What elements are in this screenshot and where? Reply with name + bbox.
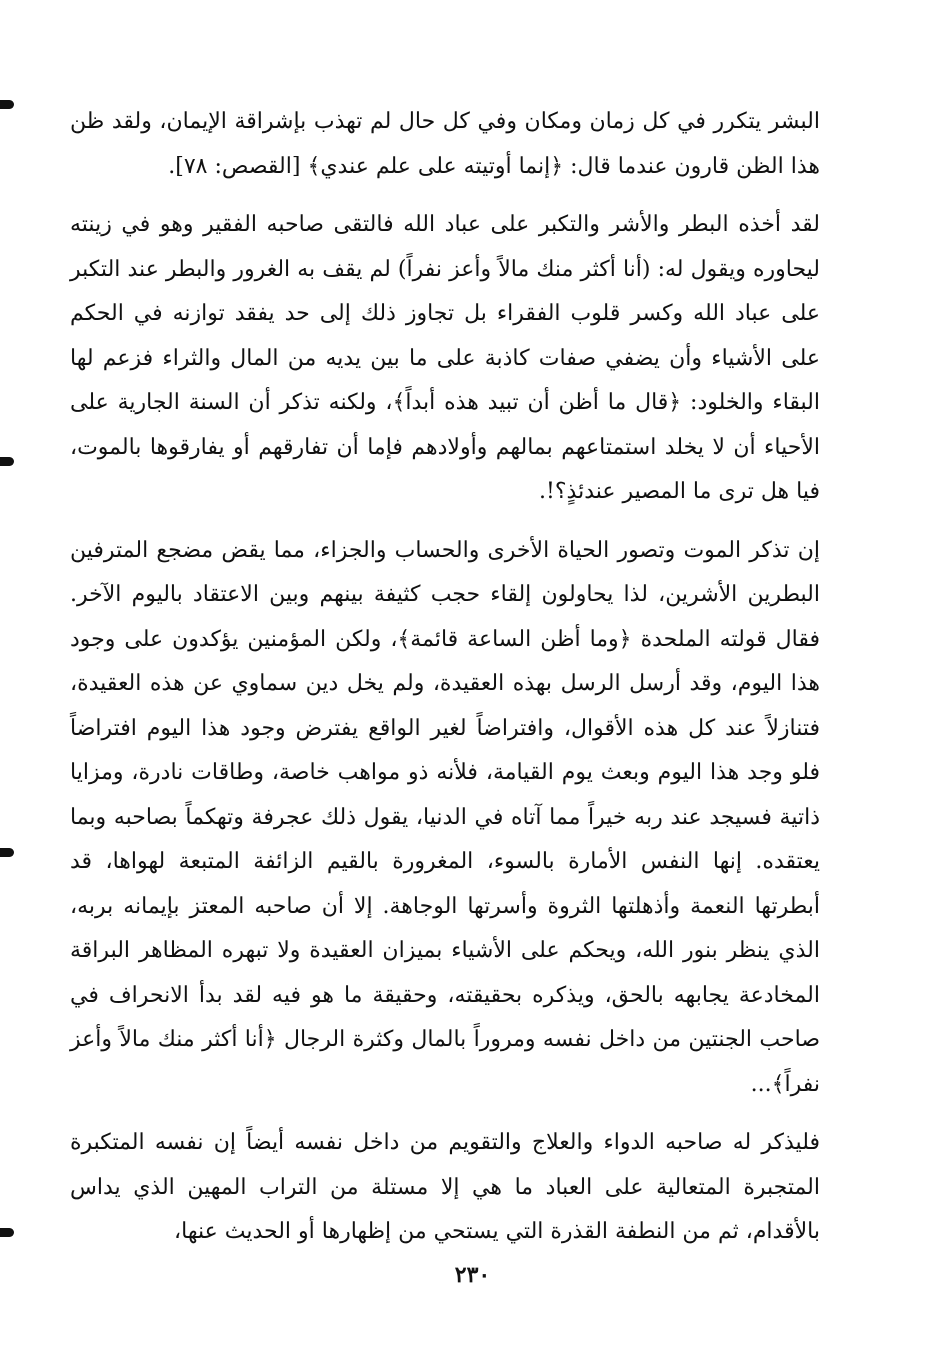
paragraph-1: البشر يتكرر في كل زمان ومكان وفي كل حال لم تهذب بإشراقة الإيمان، ولقد ظن هذا الظن قارون عندما قال: ﴿إنما أوتيته على علم عندي﴾ [القصص: ٧٨]. — [70, 109, 820, 179]
scan-edge-mark — [0, 848, 14, 857]
scan-edge-mark — [0, 100, 14, 109]
paragraph-4: فليذكر له صاحبه الدواء والعلاج والتقويم من داخل نفسه أيضاً إن نفسه المتكبرة المتجبرة المتعالية على العباد ما هي إلا مستلة من التراب المهين الذي يداس بالأقدام، ثم من النطفة القذرة التي يستحي من إظهارها أو الحديث عنها، — [70, 1130, 820, 1244]
page-number: ٢٣٠ — [454, 1262, 491, 1288]
scan-edge-mark — [0, 1228, 14, 1237]
paragraph-2: لقد أخذه البطر والأشر والتكبر على عباد الله فالتقى صاحبه الفقير وهو في زينته ليحاوره ويقول له: (أنا أكثر منك مالاً وأعز نفراً) لم يقف به الغرور والبطر عند التكبر على عباد الله وكسر قلوب الفقراء بل تجاوز ذلك إلى حد يفقد توازنه في الحكم على الأشياء وأن يضفي صفات كاذبة على ما بين يديه من المال والثراء فزعم لها البقاء والخلود: ﴿قال ما أظن أن تبيد هذه أبداً﴾، ولكنه تذكر أن السنة الجارية على الأحياء أن لا يخلد استمتاعهم بمالهم وأولادهم فإما أن تفارقهم أو يفارقوها بالموت، فيا هل ترى ما المصير عندئذٍ؟!. — [70, 212, 820, 504]
scan-edge-mark — [0, 457, 14, 466]
paragraph-3: إن تذكر الموت وتصور الحياة الأخرى والحساب والجزاء، مما يقض مضجع المترفين البطرين الأشرين، لذا يحاولون إلقاء حجب كثيفة بينهم وبين الاعتقاد باليوم الآخر. فقال قولته الملحدة ﴿وما أظن الساعة قائمة﴾، ولكن المؤمنين يؤكدون على وجود هذا اليوم، وقد أرسل الرسل بهذه العقيدة، ولم يخل دين سماوي عن هذه العقيدة، فتنازلاً عند كل هذه الأقوال، وافتراضاً لغير الواقع يفترض وجود هذا اليوم افتراضاً فلو وجد هذا اليوم وبعث يوم القيامة، فلأنه ذو مواهب خاصة، وطاقات نادرة، ومزايا ذاتية فسيجد عند ربه خيراً مما آتاه في الدنيا، يقول ذلك عجرفة وتهكماً بصاحبه وبما يعتقده. إنها النفس الأمارة بالسوء، المغرورة بالقيم الزائفة المتبعة لهواها، قد أبطرتها النعمة وأذهلتها الثروة وأسرتها الوجاهة. إلا أن صاحبه المعتز بإيمانه بربه، الذي ينظر بنور الله، ويحكم على الأشياء بميزان العقيدة ولا تبهره المظاهر البراقة المخادعة يجابهه بالحق، ويذكره بحقيقته، وحقيقة ما هو فيه لقد بدأ الانحراف في صاحب الجنتين من داخل نفسه ومروراً بالمال وكثرة الرجال ﴿أنا أكثر منك مالاً وأعز نفراً﴾... — [70, 537, 820, 1097]
book-page-body — [70, 100, 820, 1260]
